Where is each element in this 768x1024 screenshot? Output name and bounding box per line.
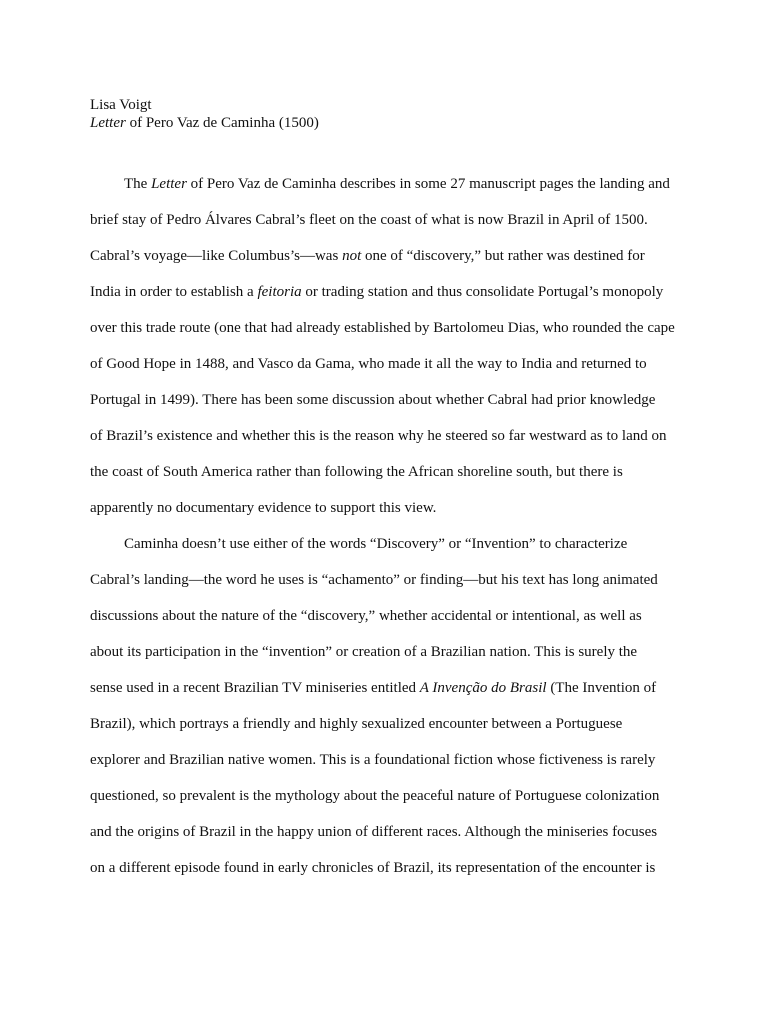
text-segment: brief stay of Pedro Álvares Cabral’s fleet on the coast of what is now Brazil in April of 1500.	[90, 212, 648, 228]
text-segment: questioned, so prevalent is the mythology about the peaceful nature of Portuguese colonization	[90, 788, 660, 804]
paragraph	[90, 526, 690, 886]
text-segment: India in order to establish a	[90, 284, 258, 300]
italic-text: not	[342, 248, 362, 264]
text-line	[90, 382, 690, 418]
text-line	[90, 454, 690, 490]
text-line	[90, 742, 690, 778]
text-line	[90, 166, 690, 202]
text-segment: of Good Hope in 1488, and Vasco da Gama, who made it all the way to India and returned to	[90, 356, 647, 372]
text-segment: Brazil), which portrays a friendly and highly sexualized encounter between a Portuguese	[90, 716, 623, 732]
author-name: Lisa Voigt	[90, 97, 152, 113]
title-italic: Letter	[90, 115, 126, 131]
text-segment: and the origins of Brazil in the happy union of different races. Although the miniseries focuses	[90, 824, 658, 840]
text-segment: of Brazil’s existence and whether this is the reason why he steered so far westward as to land on	[90, 428, 667, 444]
text-segment: sense used in a recent Brazilian TV miniseries entitled	[90, 680, 420, 696]
text-segment: Caminha doesn’t use either of the words “Discovery” or “Invention” to characterize	[124, 536, 628, 552]
italic-text: feitoria	[257, 284, 302, 300]
paragraph	[90, 166, 690, 526]
text-line	[90, 238, 690, 274]
text-segment: apparently no documentary evidence to support this view.	[90, 500, 437, 516]
document-body	[90, 166, 690, 886]
text-line	[90, 598, 690, 634]
italic-text: Letter	[151, 176, 187, 192]
text-segment: on a different episode found in early chronicles of Brazil, its representation of the encounter is	[90, 860, 656, 876]
text-segment: or trading station and thus consolidate Portugal’s monopoly	[301, 284, 664, 300]
text-line	[90, 634, 690, 670]
text-segment: Cabral’s landing—the word he uses is “achamento” or finding—but his text has long animated	[90, 572, 658, 588]
text-segment: discussions about the nature of the “discovery,” whether accidental or intentional, as well as	[90, 608, 642, 624]
text-line	[90, 850, 690, 886]
text-line	[90, 274, 690, 310]
title-rest: of Pero Vaz de Caminha (1500)	[125, 115, 319, 131]
text-segment: about its participation in the “invention” or creation of a Brazilian nation. This is surely the	[90, 644, 638, 660]
italic-text: A Invenção do Brasil	[419, 680, 547, 696]
text-line	[90, 670, 690, 706]
text-line	[90, 202, 690, 238]
text-line	[90, 814, 690, 850]
text-segment: explorer and Brazilian native women. This is a foundational fiction whose fictiveness is rarely	[90, 752, 656, 768]
text-line	[90, 706, 690, 742]
text-line	[90, 490, 690, 526]
text-line	[90, 346, 690, 382]
text-segment: one of “discovery,” but rather was destined for	[361, 248, 645, 264]
text-segment: The	[124, 176, 152, 192]
document-title	[90, 114, 319, 132]
text-line	[90, 778, 690, 814]
document-header	[90, 96, 319, 132]
text-segment: of Pero Vaz de Caminha describes in some 27 manuscript pages the landing and	[186, 176, 670, 192]
text-segment: Portugal in 1499). There has been some discussion about whether Cabral had prior knowledge	[90, 392, 656, 408]
text-segment: over this trade route (one that had already established by Bartolomeu Dias, who rounded the cape	[90, 320, 675, 336]
text-line	[90, 562, 690, 598]
text-segment: (The Invention of	[546, 680, 657, 696]
text-line	[90, 418, 690, 454]
text-line	[90, 526, 690, 562]
text-segment: Cabral’s voyage—like Columbus’s—was	[90, 248, 343, 264]
text-line	[90, 310, 690, 346]
text-segment: the coast of South America rather than following the African shoreline south, but there is	[90, 464, 623, 480]
